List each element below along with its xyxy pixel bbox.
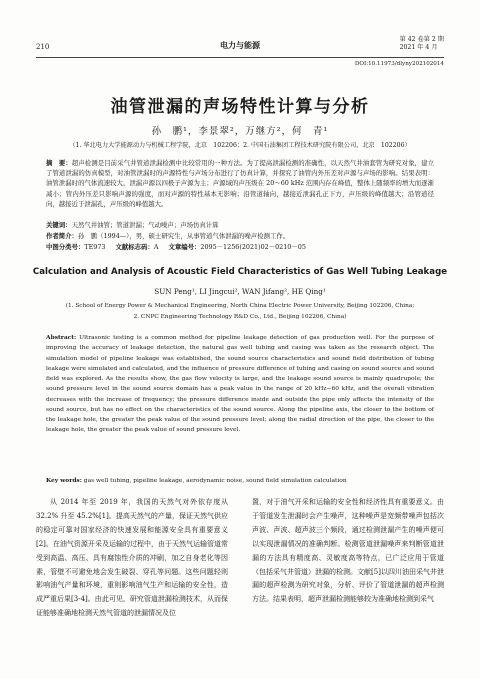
keywords-cn (46, 220, 434, 230)
abstract-cn-label: 摘 要： (46, 159, 72, 167)
doi: DOI:10.11973/dlyny202102014 (354, 61, 444, 67)
keywords-en-text: gas well tubing, pipeline leakage, aerodynamic noise, sound field simulation calculation (81, 478, 347, 484)
paper-title-en: Calculation and Analysis of Acoustic Field Characteristics of Gas Well Tubing Leakage (32, 267, 448, 277)
author-bio (46, 231, 434, 241)
body-column-right: 置，对于油气开采和运输的安全性和经济性具有重要意义。由于管道发生泄漏时会产生噪声，这种噪声是宽频带噪声包括次声波、声波、超声波三个频段，通过检测泄漏产生的噪声便可以实现泄漏情况的准确判断。检测管道泄漏噪声来判断管道泄漏的方法具有精度高、灵敏度高等特点，已广泛应用于管道（包括采气井管道）泄漏的检测。文献[5]以四川油田采气井泄漏的超声检测为研究对象，分析、评价了管道泄漏的超声检测方法。结果表明，超声泄漏检测能够较为准确地检测到采气 (252, 498, 444, 604)
clc-label: 中图分类号： (46, 243, 85, 251)
affiliation-en-1: (1. School of Energy Power & Mechanical Engineering, North China Electric Power University, Beijing 102206, China; (65, 303, 415, 309)
issue-info (400, 36, 444, 52)
issue-date: 2021 年 4 月 (399, 44, 438, 51)
abstract-cn-text: 超声检测是目前采气井管道泄漏检测中比较常用的一种方法。为了提高泄漏检测的准确性，以天然气井油套管为研究对象，建立了管道泄漏的仿真模型，对油管泄漏时的声源特性与声场分布进行了仿真计算，并探究了油管内外压差对声源与声场的影响。结果表明：油管泄漏时的气体流速较大，泄漏声源以四极子声源为主；声源域的声压级在 20～60 kHz 范围内存在峰值，整体上随频率的增大而逐渐减小；管内外压差只影响声源的强度，而对声源的特性基本无影响；沿管道轴向，越接近泄漏孔正下方，声压级的峰值越大；沿管道径向，越接近于泄漏孔，声压级的峰值越大。 (46, 159, 435, 208)
article-id-label: 文章编号： (168, 243, 201, 251)
affiliation-en-2: 2. CNPC Engineering Technology R&D Co., Ltd., Beijing 102206, China) (133, 314, 347, 320)
page-number: 210 (36, 43, 50, 51)
keywords-cn-label: 关键词： (46, 221, 72, 229)
header-rule (36, 57, 444, 58)
abstract-en (46, 333, 434, 436)
clc-value: TE973 (84, 243, 106, 251)
classification (46, 242, 434, 252)
authors-cn: 孙 鹏¹，李景翠²，万继方²，何 青¹ (151, 126, 329, 137)
paper-title-cn: 油管泄漏的声场特性计算与分析 (110, 97, 370, 117)
affiliation-cn: （1. 华北电力大学能源动力与机械工程学院，北京 102206；2. 中国石油集团工程技术研究院有限公司，北京 102206） (69, 142, 411, 149)
body-column-left: 从 2014 年至 2019 年，我国的天然气对外依存度从 32.2% 升至 45.2%[1]。提高天然气的产量，保证天然气供应的稳定可靠对国家经济的快速发展和能源安全具有重要意义[2]。在油气资源开采及运输的过程中，由于天然气运输管道常受到高温、高压、具有腐蚀性介质的冲刷，加之自身老化等因素，管壁不可避免地会发生破裂、穿孔等问题。这些问题轻则影响油气产量和环境，重则影响油气生产和运输的安全性，造成严重后果[3-4]。由此可见，研究管道泄漏检测技术，从而保证能够准确地检测天然气管道的泄漏情况及位 (36, 498, 228, 618)
doc-code-label: 文献标志码： (115, 243, 154, 251)
abstract-cn (46, 158, 434, 209)
journal-name: 电力与能源 (220, 41, 260, 50)
article-id-value: 2095－1256(2021)02－0210－05 (200, 243, 306, 251)
keywords-en (46, 477, 434, 484)
abstract-en-text: Ultrasonic testing is a common method for pipeline leakage detection of gas production well. For the purpose of improving the accuracy of leakage detection, the natural gas well tubing and casing was taken as the research object. The simulation model of pipeline leakage was established, the sound source characteristics and sound field distribution of tubing leakage were simulated and calculated, and the influence of pressure difference of tubing and casing on sound source and sound field was explored. As the results show, the gas flow velocity is large, and the leakage sound source is mainly quadrupole; the sound pressure level in the sound source domain has a peak value in the range of 20 kHz−60 kHz, and the overall vibration decreases with the increase of frequency; the pressure difference inside and outside the pipe only affects the intensity of the sound source, but has no effect on the characteristics of the sound source. Along the pipeline axis, the closer to the bottom of the leakage hole, the greater the peak value of the sound pressure level; along the radial direction of the pipe, the closer to the leakage hole, the greater the peak value of sound pressure level. (46, 335, 434, 434)
doc-code-value: A (153, 243, 159, 251)
author-bio-text: 孙 鹏（1994—），男，硕士研究生，从事管道气体泄漏的噪声检测工作。 (77, 232, 290, 240)
volume-issue: 第 42 卷第 2 期 (399, 36, 444, 43)
abstract-en-label: Abstract: (46, 334, 77, 341)
keywords-cn-text: 天然气井油管；管道泄漏；气动噪声；声场仿真计算 (71, 221, 219, 229)
author-bio-label: 作者简介： (46, 232, 78, 240)
authors-en: SUN Peng¹, LI Jingcui², WAN Jifang², HE Qing¹ (154, 287, 326, 296)
keywords-en-label: Key words: (46, 477, 82, 484)
